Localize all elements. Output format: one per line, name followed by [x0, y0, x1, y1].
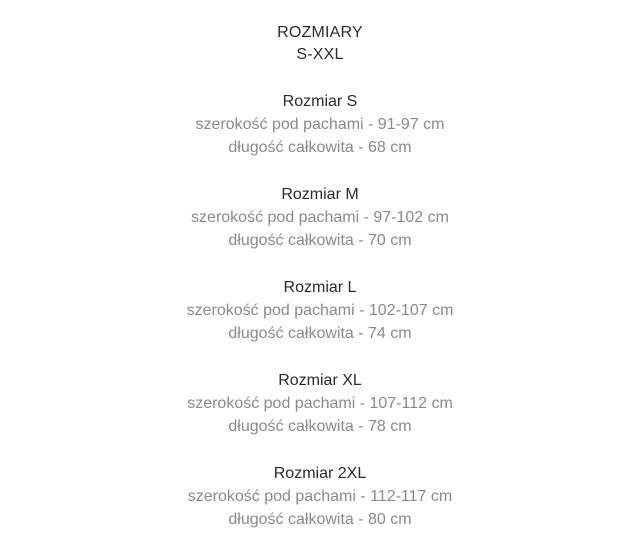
- size-block-s: [0, 90, 640, 159]
- size-length: długość całkowita - 80 cm: [228, 511, 412, 528]
- size-title: Rozmiar S: [282, 93, 358, 110]
- size-title: Rozmiar XL: [278, 372, 362, 389]
- size-range: S-XXL: [296, 46, 344, 63]
- size-chart-header: [0, 0, 640, 66]
- size-block-m: [0, 183, 640, 252]
- page-title: ROZMIARY: [277, 24, 363, 41]
- size-block-l: [0, 276, 640, 345]
- size-length: długość całkowita - 70 cm: [228, 232, 412, 249]
- size-width: szerokość pod pachami - 97-102 cm: [191, 209, 449, 226]
- size-length: długość całkowita - 78 cm: [228, 418, 412, 435]
- size-title: Rozmiar 2XL: [273, 465, 367, 482]
- size-title: Rozmiar M: [281, 186, 359, 203]
- size-width: szerokość pod pachami - 107-112 cm: [187, 395, 453, 412]
- size-width: szerokość pod pachami - 102-107 cm: [186, 302, 454, 319]
- size-title: Rozmiar L: [283, 279, 357, 296]
- size-block-xl: [0, 369, 640, 438]
- size-length: długość całkowita - 74 cm: [228, 325, 412, 342]
- size-block-2xl: [0, 462, 640, 531]
- size-width: szerokość pod pachami - 91-97 cm: [195, 116, 445, 133]
- size-width: szerokość pod pachami - 112-117 cm: [187, 488, 453, 505]
- size-length: długość całkowita - 68 cm: [228, 139, 412, 156]
